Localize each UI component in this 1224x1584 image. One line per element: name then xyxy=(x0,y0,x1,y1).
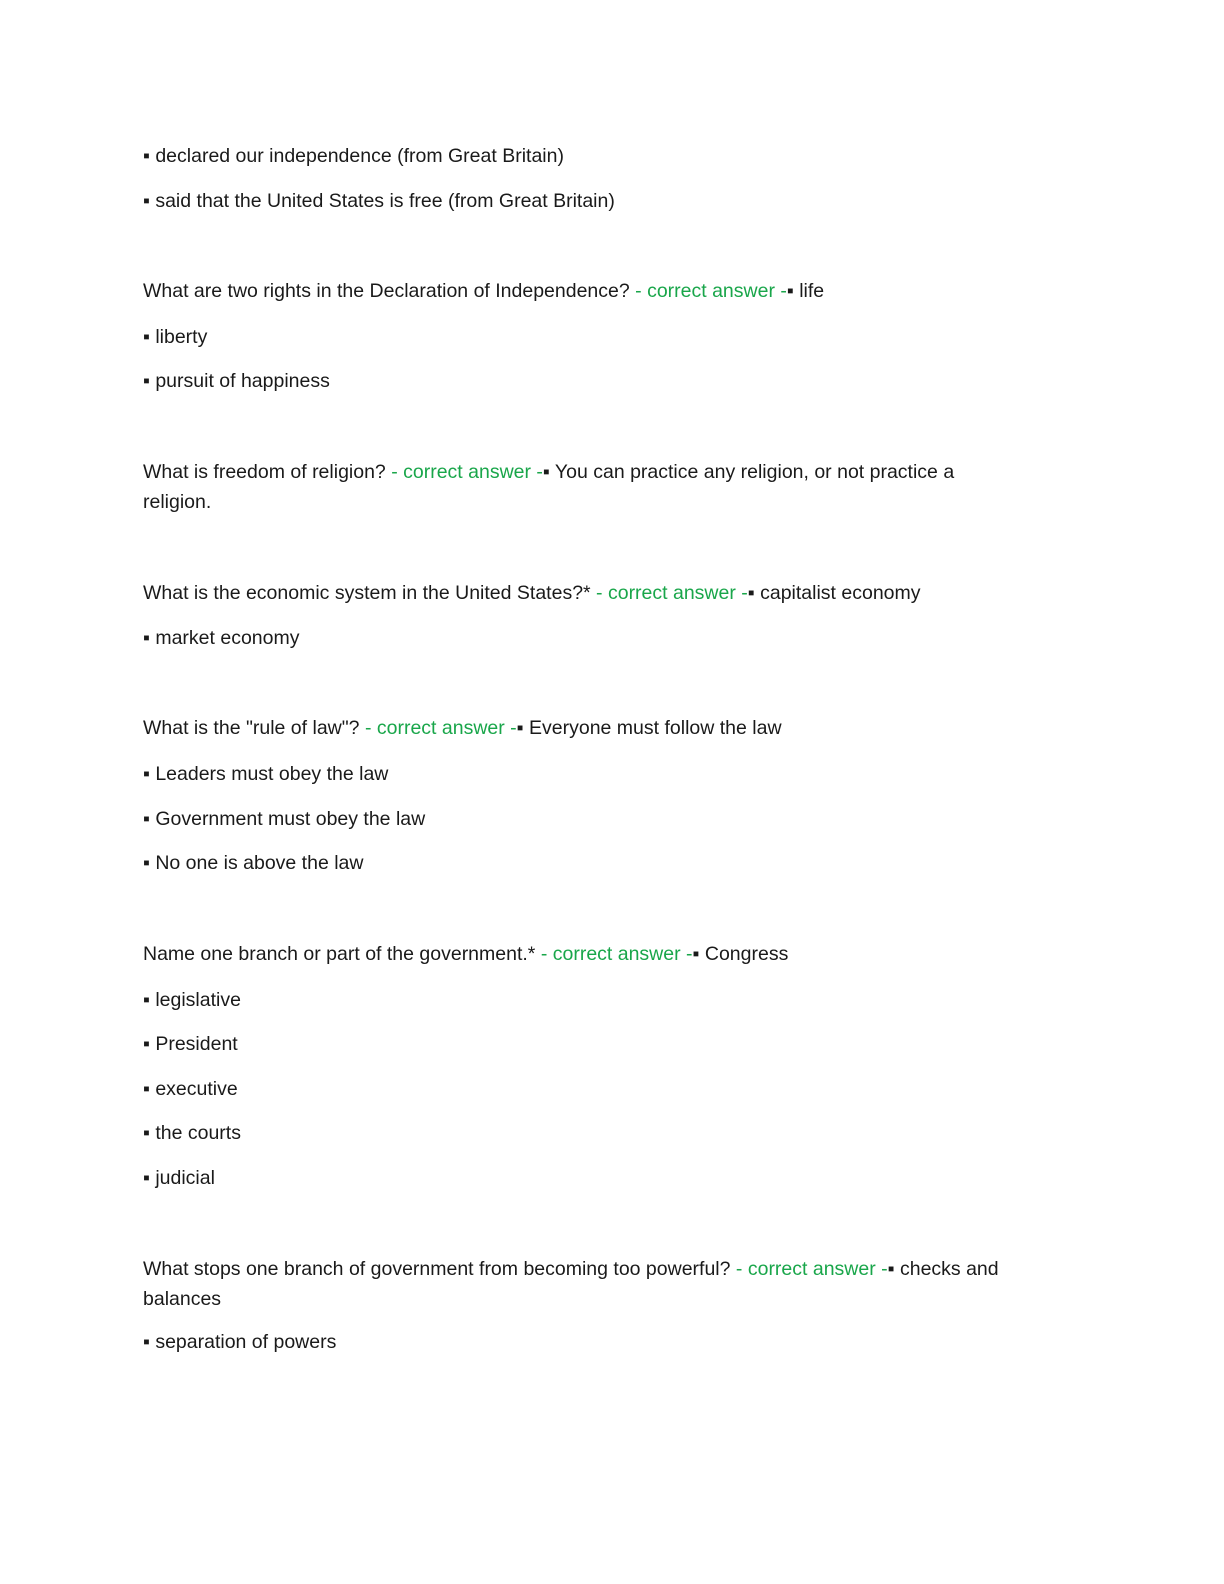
bullet-text: ▪ said that the United States is free (from Great Britain) xyxy=(143,190,615,212)
question-line xyxy=(143,276,1063,306)
answer-text: ▪ capitalist economy xyxy=(747,582,921,604)
bullet-line xyxy=(143,848,1063,878)
question-text: What stops one branch of government from becoming too powerful? xyxy=(143,1258,731,1280)
bullet-text: ▪ judicial xyxy=(143,1167,215,1189)
question-line xyxy=(143,457,1023,517)
answer-label: - correct answer - xyxy=(364,717,517,739)
bullet-text: ▪ Government must obey the law xyxy=(143,808,426,830)
question-line xyxy=(143,1254,1063,1314)
bullet-text: ▪ market economy xyxy=(143,627,300,649)
question-text: What is the economic system in the United States?* xyxy=(143,582,591,604)
question-line xyxy=(143,713,1063,743)
question-line xyxy=(143,939,1063,969)
answer-text: ▪ Congress xyxy=(692,943,789,965)
bullet-line xyxy=(143,366,1063,396)
question-text: What are two rights in the Declaration of Independence? xyxy=(143,280,630,302)
bullet-text: ▪ President xyxy=(143,1033,238,1055)
question-text: What is the "rule of law"? xyxy=(143,717,360,739)
bullet-line xyxy=(143,985,1063,1015)
answer-label: - correct answer - xyxy=(635,280,787,302)
answer-text: ▪ Everyone must follow the law xyxy=(516,717,782,739)
bullet-text: ▪ No one is above the law xyxy=(143,852,364,874)
bullet-text: ▪ Leaders must obey the law xyxy=(143,763,389,785)
answer-label: - correct answer - xyxy=(391,461,543,483)
bullet-text: ▪ separation of powers xyxy=(143,1331,337,1353)
question-line xyxy=(143,578,1063,608)
bullet-text: ▪ legislative xyxy=(143,989,241,1011)
bullet-line xyxy=(143,1074,1063,1104)
bullet-line xyxy=(143,1163,1063,1193)
bullet-line xyxy=(143,186,1063,216)
bullet-text: ▪ executive xyxy=(143,1078,238,1100)
answer-text: ▪ checks and balances xyxy=(143,1258,999,1310)
question-text: What is freedom of religion? xyxy=(143,461,386,483)
answer-label: - correct answer - xyxy=(540,943,693,965)
answer-text: ▪ life xyxy=(786,280,825,302)
question-text: Name one branch or part of the government.* xyxy=(143,943,536,965)
bullet-text: ▪ declared our independence (from Great Britain) xyxy=(143,145,564,167)
bullet-line xyxy=(143,1327,1063,1357)
bullet-text: ▪ liberty xyxy=(143,326,208,348)
answer-label: - correct answer - xyxy=(596,582,748,604)
bullet-line xyxy=(143,759,1063,789)
bullet-line xyxy=(143,1118,1063,1148)
bullet-line xyxy=(143,1029,1063,1059)
bullet-text: ▪ pursuit of happiness xyxy=(143,370,330,392)
bullet-line xyxy=(143,141,1063,171)
bullet-line xyxy=(143,322,1063,352)
bullet-text: ▪ the courts xyxy=(143,1122,241,1144)
answer-label: - correct answer - xyxy=(735,1258,888,1280)
answer-text: ▪ You can practice any religion, or not practice a religion. xyxy=(143,461,955,513)
bullet-line xyxy=(143,804,1063,834)
bullet-line xyxy=(143,623,1063,653)
